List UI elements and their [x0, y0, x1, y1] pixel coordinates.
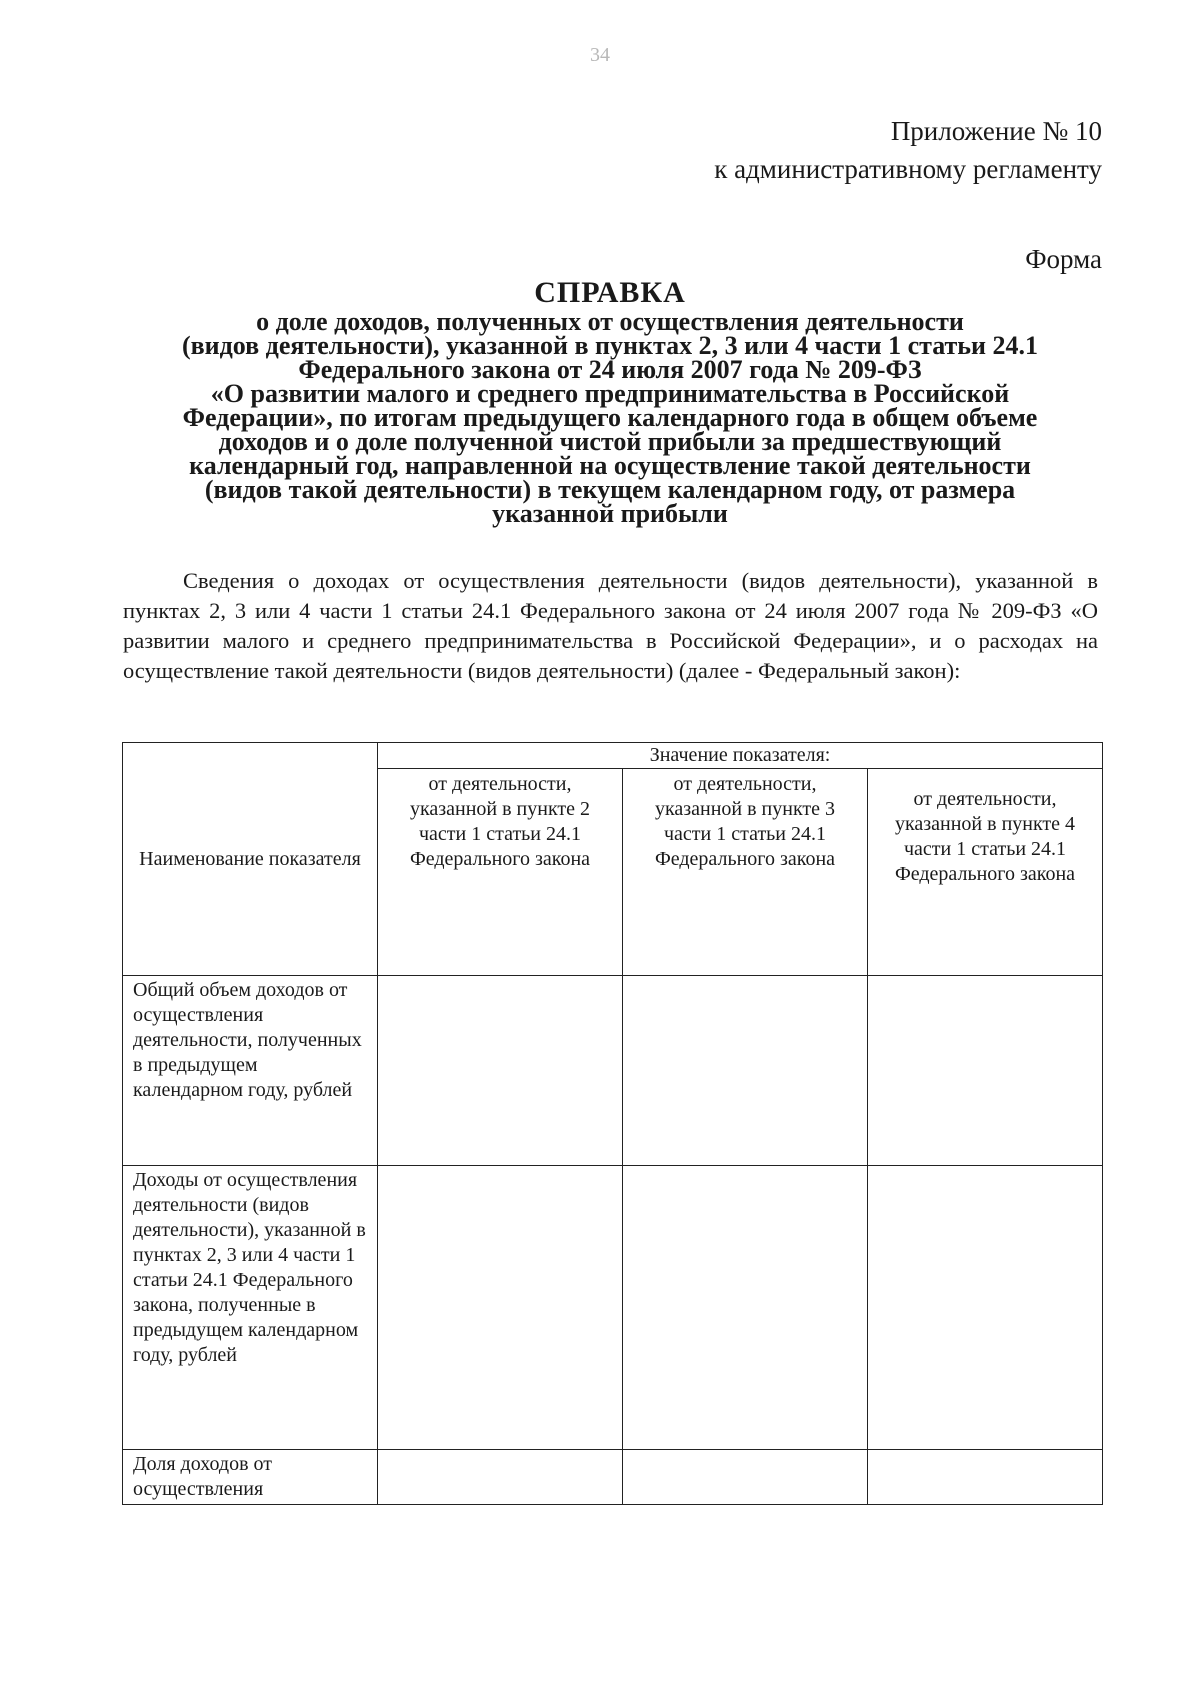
header-indicator-name: Наименование показателя [123, 743, 378, 976]
cell-total-income-p2[interactable] [378, 976, 623, 1166]
intro-paragraph: Сведения о доходах от осуществления деятельности (видов деятельности), указанной в пунктах 2, 3 или 4 части 1 статьи 24.1 Федерального закона от 24 июля 2007 года № 209-ФЗ «О развитии малого и среднего предпринимательства в Российской Федерации», и о расходах на осуществление такой деятельности (видов деятельности) (далее - Федеральный закон): [123, 568, 1098, 683]
title-line-2: (видов деятельности), указанной в пунктах 2, 3 или 4 части 1 статьи 24.1 [181, 331, 1039, 360]
table-row [123, 976, 1103, 1166]
indicators-table [122, 742, 1103, 1505]
title-line-5: Федерации», по итогам предыдущего календарного года в общем объеме [182, 403, 1038, 432]
appendix-header [714, 112, 1102, 188]
header-point-3: от деятельности, указанной в пункте 3 части 1 статьи 24.1 Федерального закона [623, 769, 868, 976]
table-row [123, 1166, 1103, 1450]
title-line-7: календарный год, направленной на осуществление такой деятельности [189, 451, 1031, 480]
table-row [123, 1450, 1103, 1505]
form-label: Форма [1025, 244, 1102, 274]
title-main: СПРАВКА [534, 276, 686, 309]
header-indicator-value: Значение показателя: [378, 743, 1103, 769]
cell-income-share-p2[interactable] [378, 1450, 623, 1505]
title-line-4: «О развитии малого и среднего предпринимательства в Российской [210, 379, 1010, 408]
title-line-8: (видов такой деятельности) в текущем календарном году, от размера [204, 475, 1016, 504]
cell-total-income-p4[interactable] [868, 976, 1103, 1166]
cell-activity-income-p3[interactable] [623, 1166, 868, 1450]
row-label-activity-income: Доходы от осуществления деятельности (видов деятельности), указанной в пунктах 2, 3 или 4 части 1 статьи 24.1 Федерального закона, полученные в предыдущем календарном году, рублей [123, 1166, 378, 1450]
cell-income-share-p4[interactable] [868, 1450, 1103, 1505]
table-header-row [123, 743, 1103, 769]
row-label-total-income: Общий объем доходов от осуществления деятельности, полученных в предыдущем календарном году, рублей [123, 976, 378, 1166]
cell-activity-income-p4[interactable] [868, 1166, 1103, 1450]
row-label-income-share: Доля доходов от осуществления [123, 1450, 378, 1505]
cell-activity-income-p2[interactable] [378, 1166, 623, 1450]
title-line-6: доходов и о доле полученной чистой прибыли за предшествующий [218, 427, 1002, 456]
header-point-4: от деятельности, указанной в пункте 4 части 1 статьи 24.1 Федерального закона [868, 769, 1103, 976]
title-line-3: Федерального закона от 24 июля 2007 года № 209-ФЗ [298, 355, 922, 384]
cell-total-income-p3[interactable] [623, 976, 868, 1166]
document-title [130, 276, 1090, 526]
title-line-1: о доле доходов, полученных от осуществления деятельности [256, 307, 964, 336]
title-line-9: указанной прибыли [492, 499, 728, 528]
header-point-2: от деятельности, указанной в пункте 2 части 1 статьи 24.1 Федерального закона [378, 769, 623, 976]
page-number: 34 [590, 44, 610, 66]
appendix-reference: к административному регламенту [714, 154, 1102, 184]
cell-income-share-p3[interactable] [623, 1450, 868, 1505]
appendix-number: Приложение № 10 [890, 116, 1102, 146]
